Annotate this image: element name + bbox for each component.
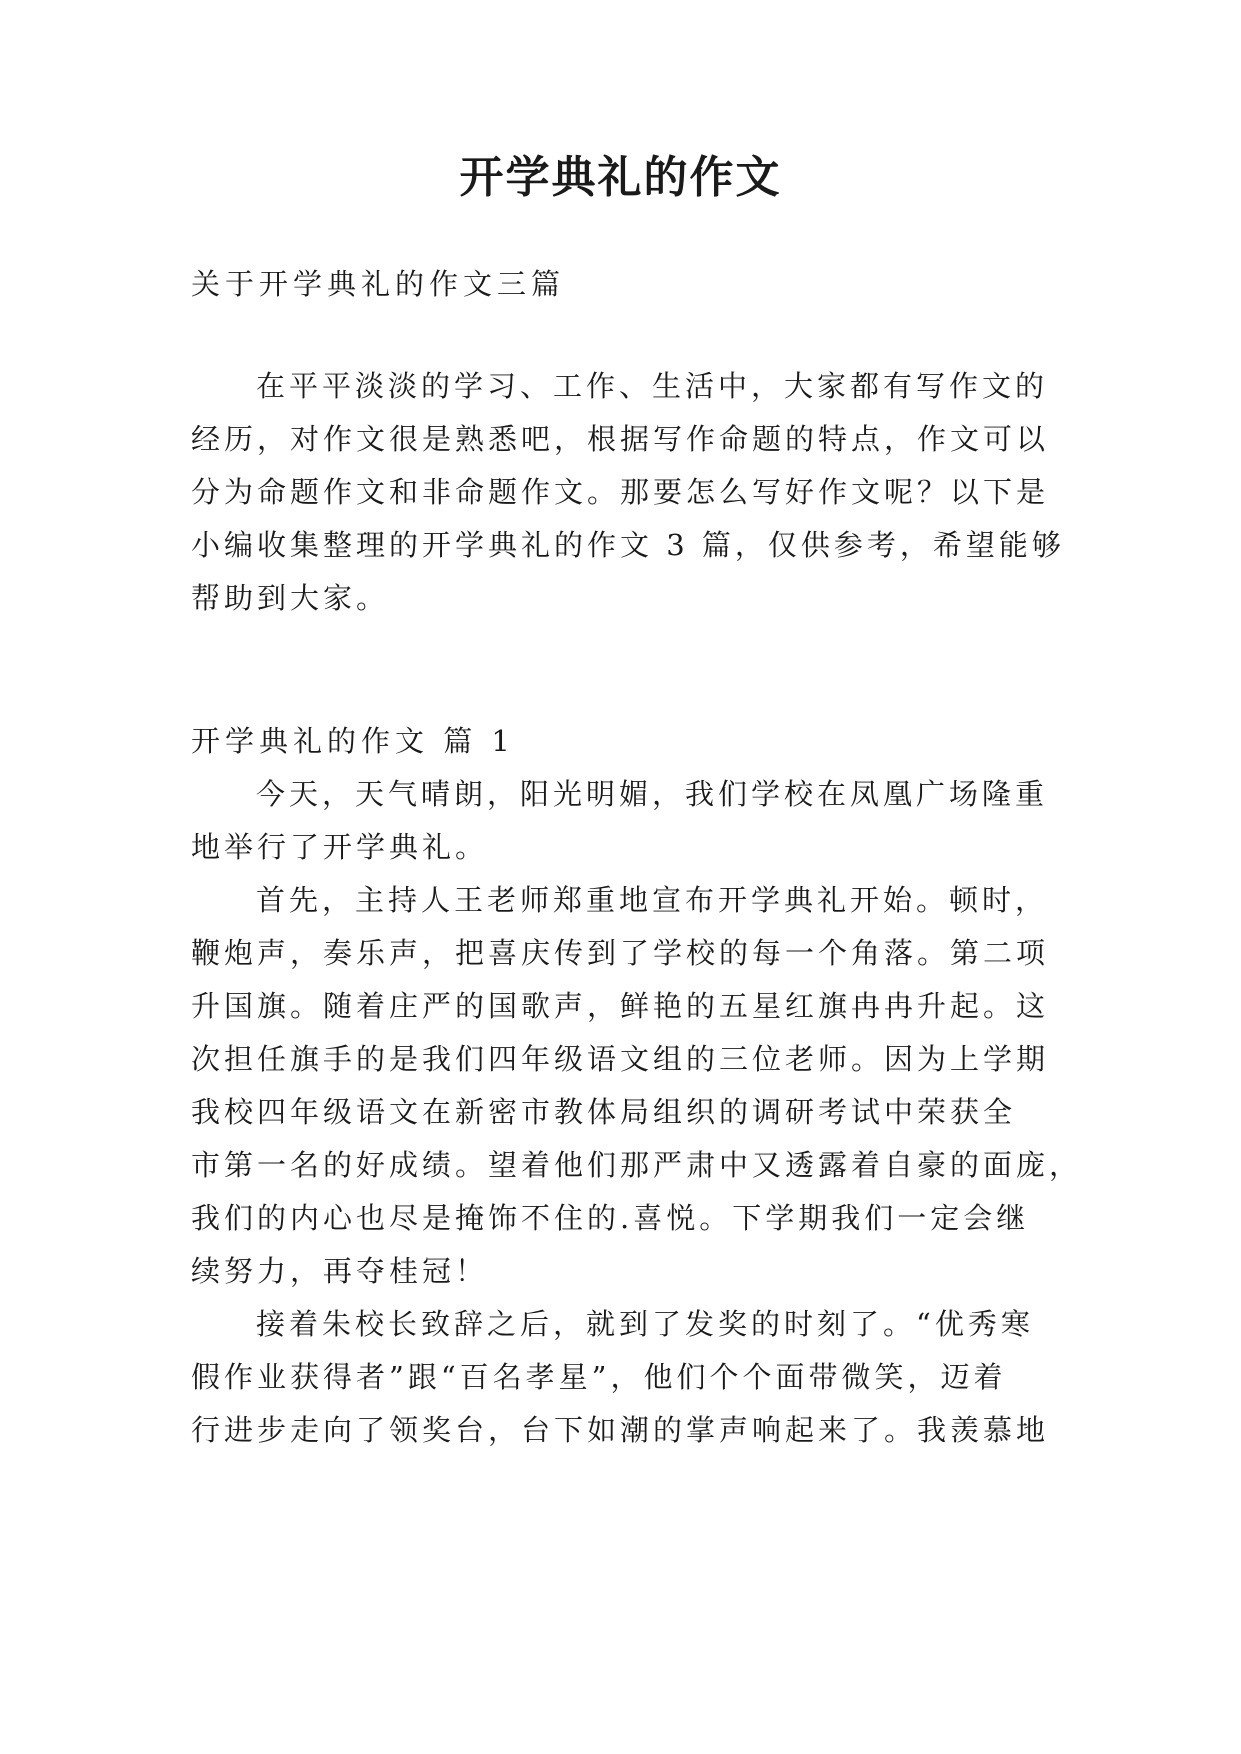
intro-line: 在平平淡淡的学习、工作、生活中，大家都有写作文的 (256, 369, 1049, 403)
paragraph-line: 市第一名的好成绩。望着他们那严肃中又透露着自豪的面庞， (191, 1148, 1083, 1182)
paragraph-line: 首先，主持人王老师郑重地宣布开学典礼开始。顿时， (256, 883, 1049, 917)
paragraph-line: 次担任旗手的是我们四年级语文组的三位老师。因为上学期 (191, 1042, 1050, 1076)
paragraph-line: 接着朱校长致辞之后，就到了发奖的时刻了。“优秀寒 (256, 1307, 1034, 1341)
paragraph-line: 我们的内心也尽是掩饰不住的.喜悦。下学期我们一定会继 (191, 1201, 1030, 1235)
paragraph-line: 今天，天气晴朗，阳光明媚，我们学校在凤凰广场隆重 (256, 777, 1049, 811)
paragraph-line: 假作业获得者”跟“百名孝星”，他们个个面带微笑，迈着 (191, 1360, 1007, 1394)
section-heading: 开学典礼的作文 篇 1 (191, 724, 515, 758)
page-title: 开学典礼的作文 (459, 152, 782, 203)
document-subtitle: 关于开学典礼的作文三篇 (191, 267, 566, 301)
intro-line: 经历，对作文很是熟悉吧，根据写作命题的特点，作文可以 (191, 422, 1050, 456)
intro-line: 分为命题作文和非命题作文。那要怎么写好作文呢？以下是 (191, 475, 1050, 509)
paragraph-line: 行进步走向了领奖台，台下如潮的掌声响起来了。我羡慕地 (191, 1413, 1050, 1447)
paragraph-line: 鞭炮声，奏乐声，把喜庆传到了学校的每一个角落。第二项 (191, 936, 1050, 970)
paragraph-line: 我校四年级语文在新密市教体局组织的调研考试中荣获全 (191, 1095, 1017, 1129)
intro-line: 帮助到大家。 (191, 581, 390, 615)
paragraph-line: 续努力，再夺桂冠！ (191, 1254, 489, 1288)
intro-line: 小编收集整理的开学典礼的作文 3 篇，仅供参考，希望能够 (191, 528, 1065, 562)
paragraph-line: 地举行了开学典礼。 (191, 830, 489, 864)
paragraph-line: 升国旗。随着庄严的国歌声，鲜艳的五星红旗冉冉升起。这 (191, 989, 1050, 1023)
